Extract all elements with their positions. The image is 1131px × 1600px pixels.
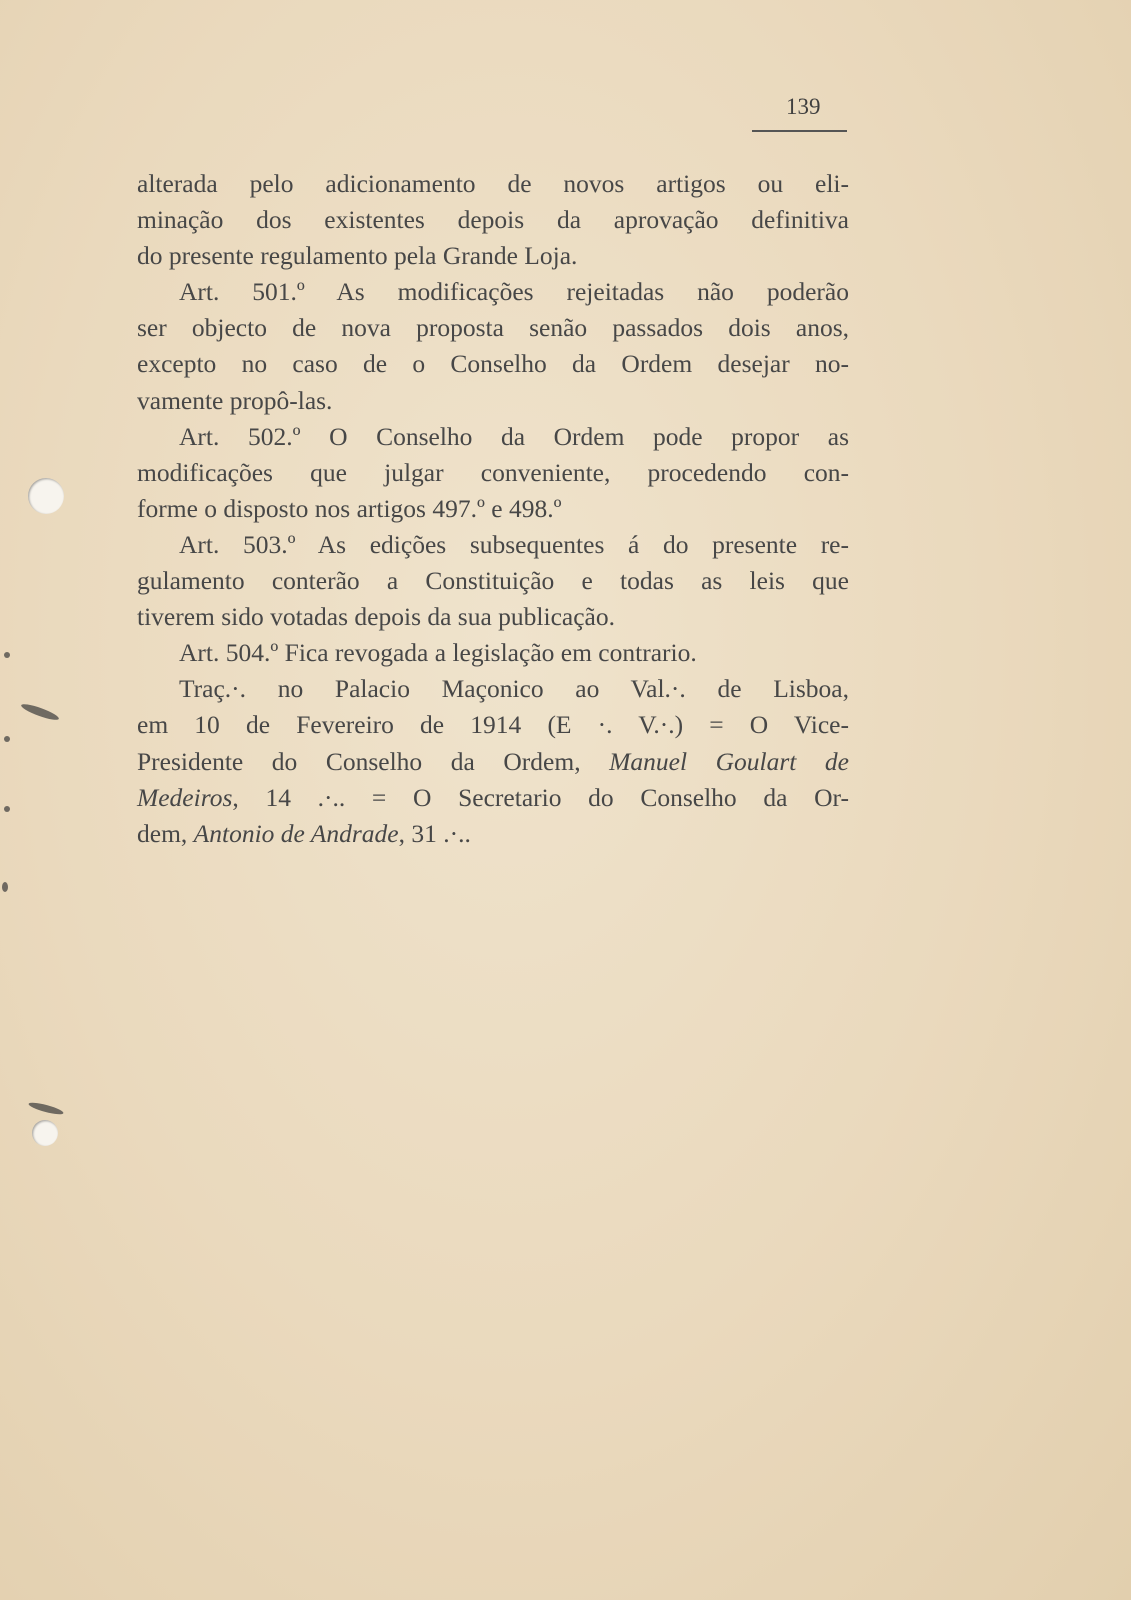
body-text (137, 166, 849, 852)
binding-mark (28, 1100, 65, 1116)
text-line: minação dos existentes depois da aprovação definitiva (137, 205, 849, 235)
signatory-name: Manuel Goulart de (609, 746, 849, 776)
signatory-name: Medeiros (137, 782, 233, 812)
text-line: alterada pelo adicionamento de novos artigos ou eli- (137, 169, 849, 198)
binding-mark (4, 652, 10, 658)
text-line: gulamento conterão a Constituição e todas as leis que (137, 566, 849, 596)
binding-mark (20, 701, 60, 722)
signatory-name: Antonio de Andrade (193, 818, 399, 848)
text-segment: , 31 .·.. (398, 818, 471, 848)
text-line (137, 816, 849, 852)
text-line: vamente propô-las. (137, 385, 333, 415)
header-rule (752, 130, 847, 132)
text-line (137, 780, 849, 816)
page-number: 139 (786, 94, 821, 119)
text-line: modificações que julgar conveniente, procedendo con- (137, 457, 849, 487)
binding-mark (4, 806, 10, 812)
text-line (137, 744, 849, 780)
text-line: Art. 503.º As edições subsequentes á do presente re- (179, 529, 849, 559)
text-segment: dem, (137, 818, 194, 848)
binding-hole (32, 1120, 58, 1146)
text-line: forme o disposto nos artigos 497.º e 498.º (137, 493, 562, 523)
text-line: Art. 501.º As modificações rejeitadas não poderão (179, 277, 849, 307)
text-segment: Presidente do Conselho da Ordem, (137, 746, 610, 776)
text-line: tiverem sido votadas depois da sua publicação. (137, 602, 615, 632)
text-segment: , 14 .·.. = O Secretario do Conselho da Or- (232, 782, 849, 812)
text-line: em 10 de Fevereiro de 1914 (E ·. V.·.) = O Vice- (137, 710, 849, 740)
text-line: ser objecto de nova proposta senão passados dois anos, (137, 313, 849, 343)
binding-mark (2, 882, 8, 892)
text-line: do presente regulamento pela Grande Loja. (137, 241, 578, 271)
binding-mark (4, 736, 10, 742)
text-line: excepto no caso de o Conselho da Ordem desejar no- (137, 349, 849, 379)
text-line: Art. 502.º O Conselho da Ordem pode propor as (179, 421, 849, 451)
binding-hole (28, 478, 64, 514)
text-line: Art. 504.º Fica revogada a legislação em contrario. (179, 638, 697, 668)
text-line: Traç.·. no Palacio Maçonico ao Val.·. de Lisboa, (179, 674, 849, 704)
